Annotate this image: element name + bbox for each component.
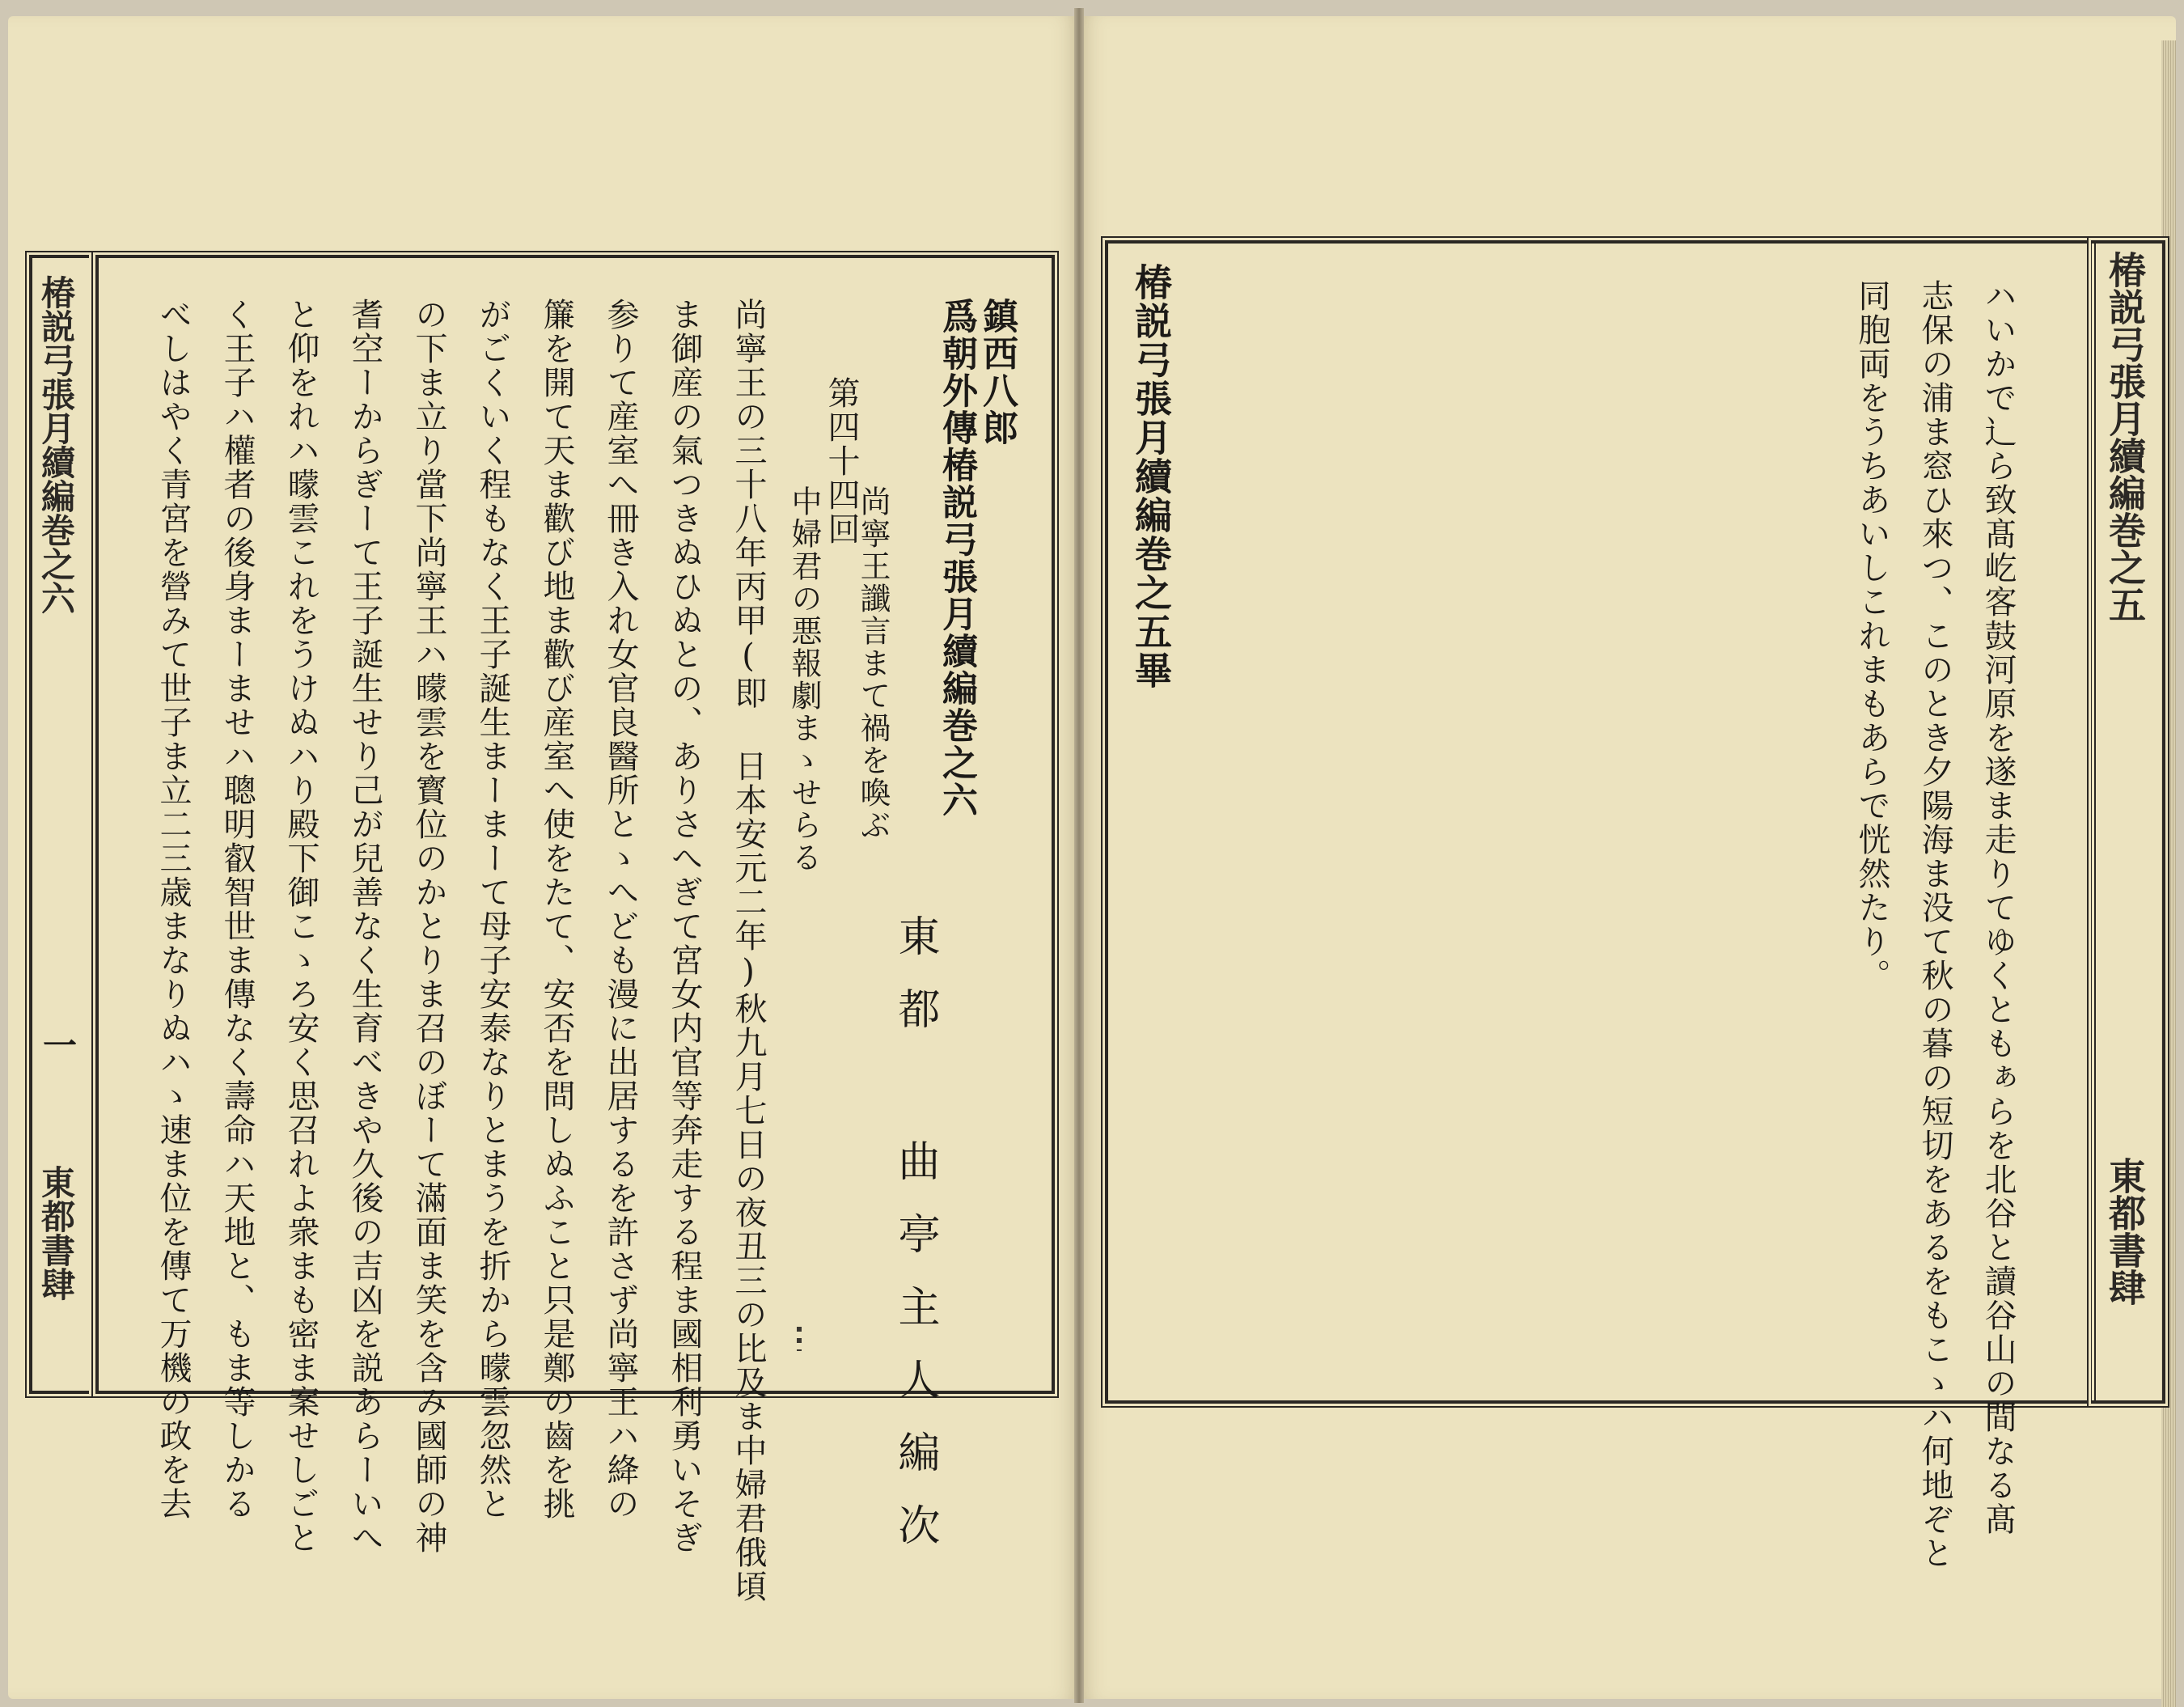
stray-mark: [797, 1327, 802, 1351]
right-body-line-1: ハいかで⻌ら致髙屹客鼓河原を遂ま走りてゆくともぁらを北谷と讀谷山の間なる髙: [1979, 279, 2017, 1536]
body-line-3: 参りて産室へ冊き入れ女官良醫所とゝへども漫に出居するを許さず尚寧王ハ絳の: [602, 298, 639, 1521]
body-line-7: 耆空ーからぎーて王子誕生せり己が兒善なく生育べきや久後の吉凶を説あらーいへ: [346, 298, 383, 1555]
left-margin-title: 椿説弓張月續編巻之六: [36, 275, 76, 615]
left-margin-page-number: 一: [38, 1027, 78, 1063]
chapter-subtitle-2: 中婦君の悪報劇まゝせらる: [786, 485, 822, 874]
right-margin-title: 椿説弓張月續編巻之五: [2103, 251, 2147, 623]
left-margin-publisher: 東都書肆: [36, 1165, 76, 1301]
chapter-subtitle-1: 尚寧王讖言まて禍を喚ぶ: [855, 485, 891, 841]
volume-end-title: 椿説弓張月續編巻之五畢: [1129, 263, 1173, 690]
author-credit: 東都 曲亭主人編次: [891, 914, 939, 1576]
body-line-10: べしはやく青宮を營みて世子ま立二三歳まなりぬハゝ速ま位を傳て万機の政を去: [154, 298, 192, 1521]
book-gutter: [1074, 8, 1084, 1703]
body-line-2: ま御産の氣つきぬひぬとの、ありさへぎて宮女内官等奔走する程ま國相利勇いそぎ: [666, 298, 703, 1555]
body-line-8: と仰をれハ曚雲これをうけぬハり殿下御こゝろ安く思召れよ衆まも密ま案せしごと: [282, 298, 320, 1555]
header-line-1: 鎮西八郎: [976, 298, 1018, 447]
chapter-number: 第四十四回: [823, 376, 860, 546]
body-line-9: く王子ハ權者の後身まーませハ聰明叡智世ま傳なく壽命ハ天地と、もま等しかる: [218, 298, 256, 1521]
body-line-6: の下ま立り當下尚寧王ハ曚雲を寳位のかとりま召のぼーて滿面ま笑を含み國師の神: [410, 298, 447, 1555]
right-margin-publisher: 東都書肆: [2103, 1157, 2147, 1306]
right-body-line-3: 同胞両をうちあいしこれまもあらで恍然たり。: [1853, 279, 1890, 993]
header-line-2: 爲朝外傳椿説弓張月續編巻之六: [936, 298, 977, 819]
body-line-4: 簾を開て天ま歡び地ま歡び産室へ使をたて、安否を問しぬふこと只是鄭の齒を挑: [538, 298, 575, 1521]
body-line-1: 尚寧王の三十八年丙甲(即 日本安元二年)秋九月七日の夜丑三の比及ま中婦君俄頃: [730, 298, 767, 1603]
right-body-line-2: 志保の浦ま窓ひ來つ、このとき夕陽海ま没て秋の暮の短切をあるをもこゝハ何地ぞと: [1916, 279, 1953, 1570]
body-line-5: がごくいく程もなく王子誕生まーまーて母子安泰なりとまうを折から曚雲忽然と: [474, 298, 511, 1521]
